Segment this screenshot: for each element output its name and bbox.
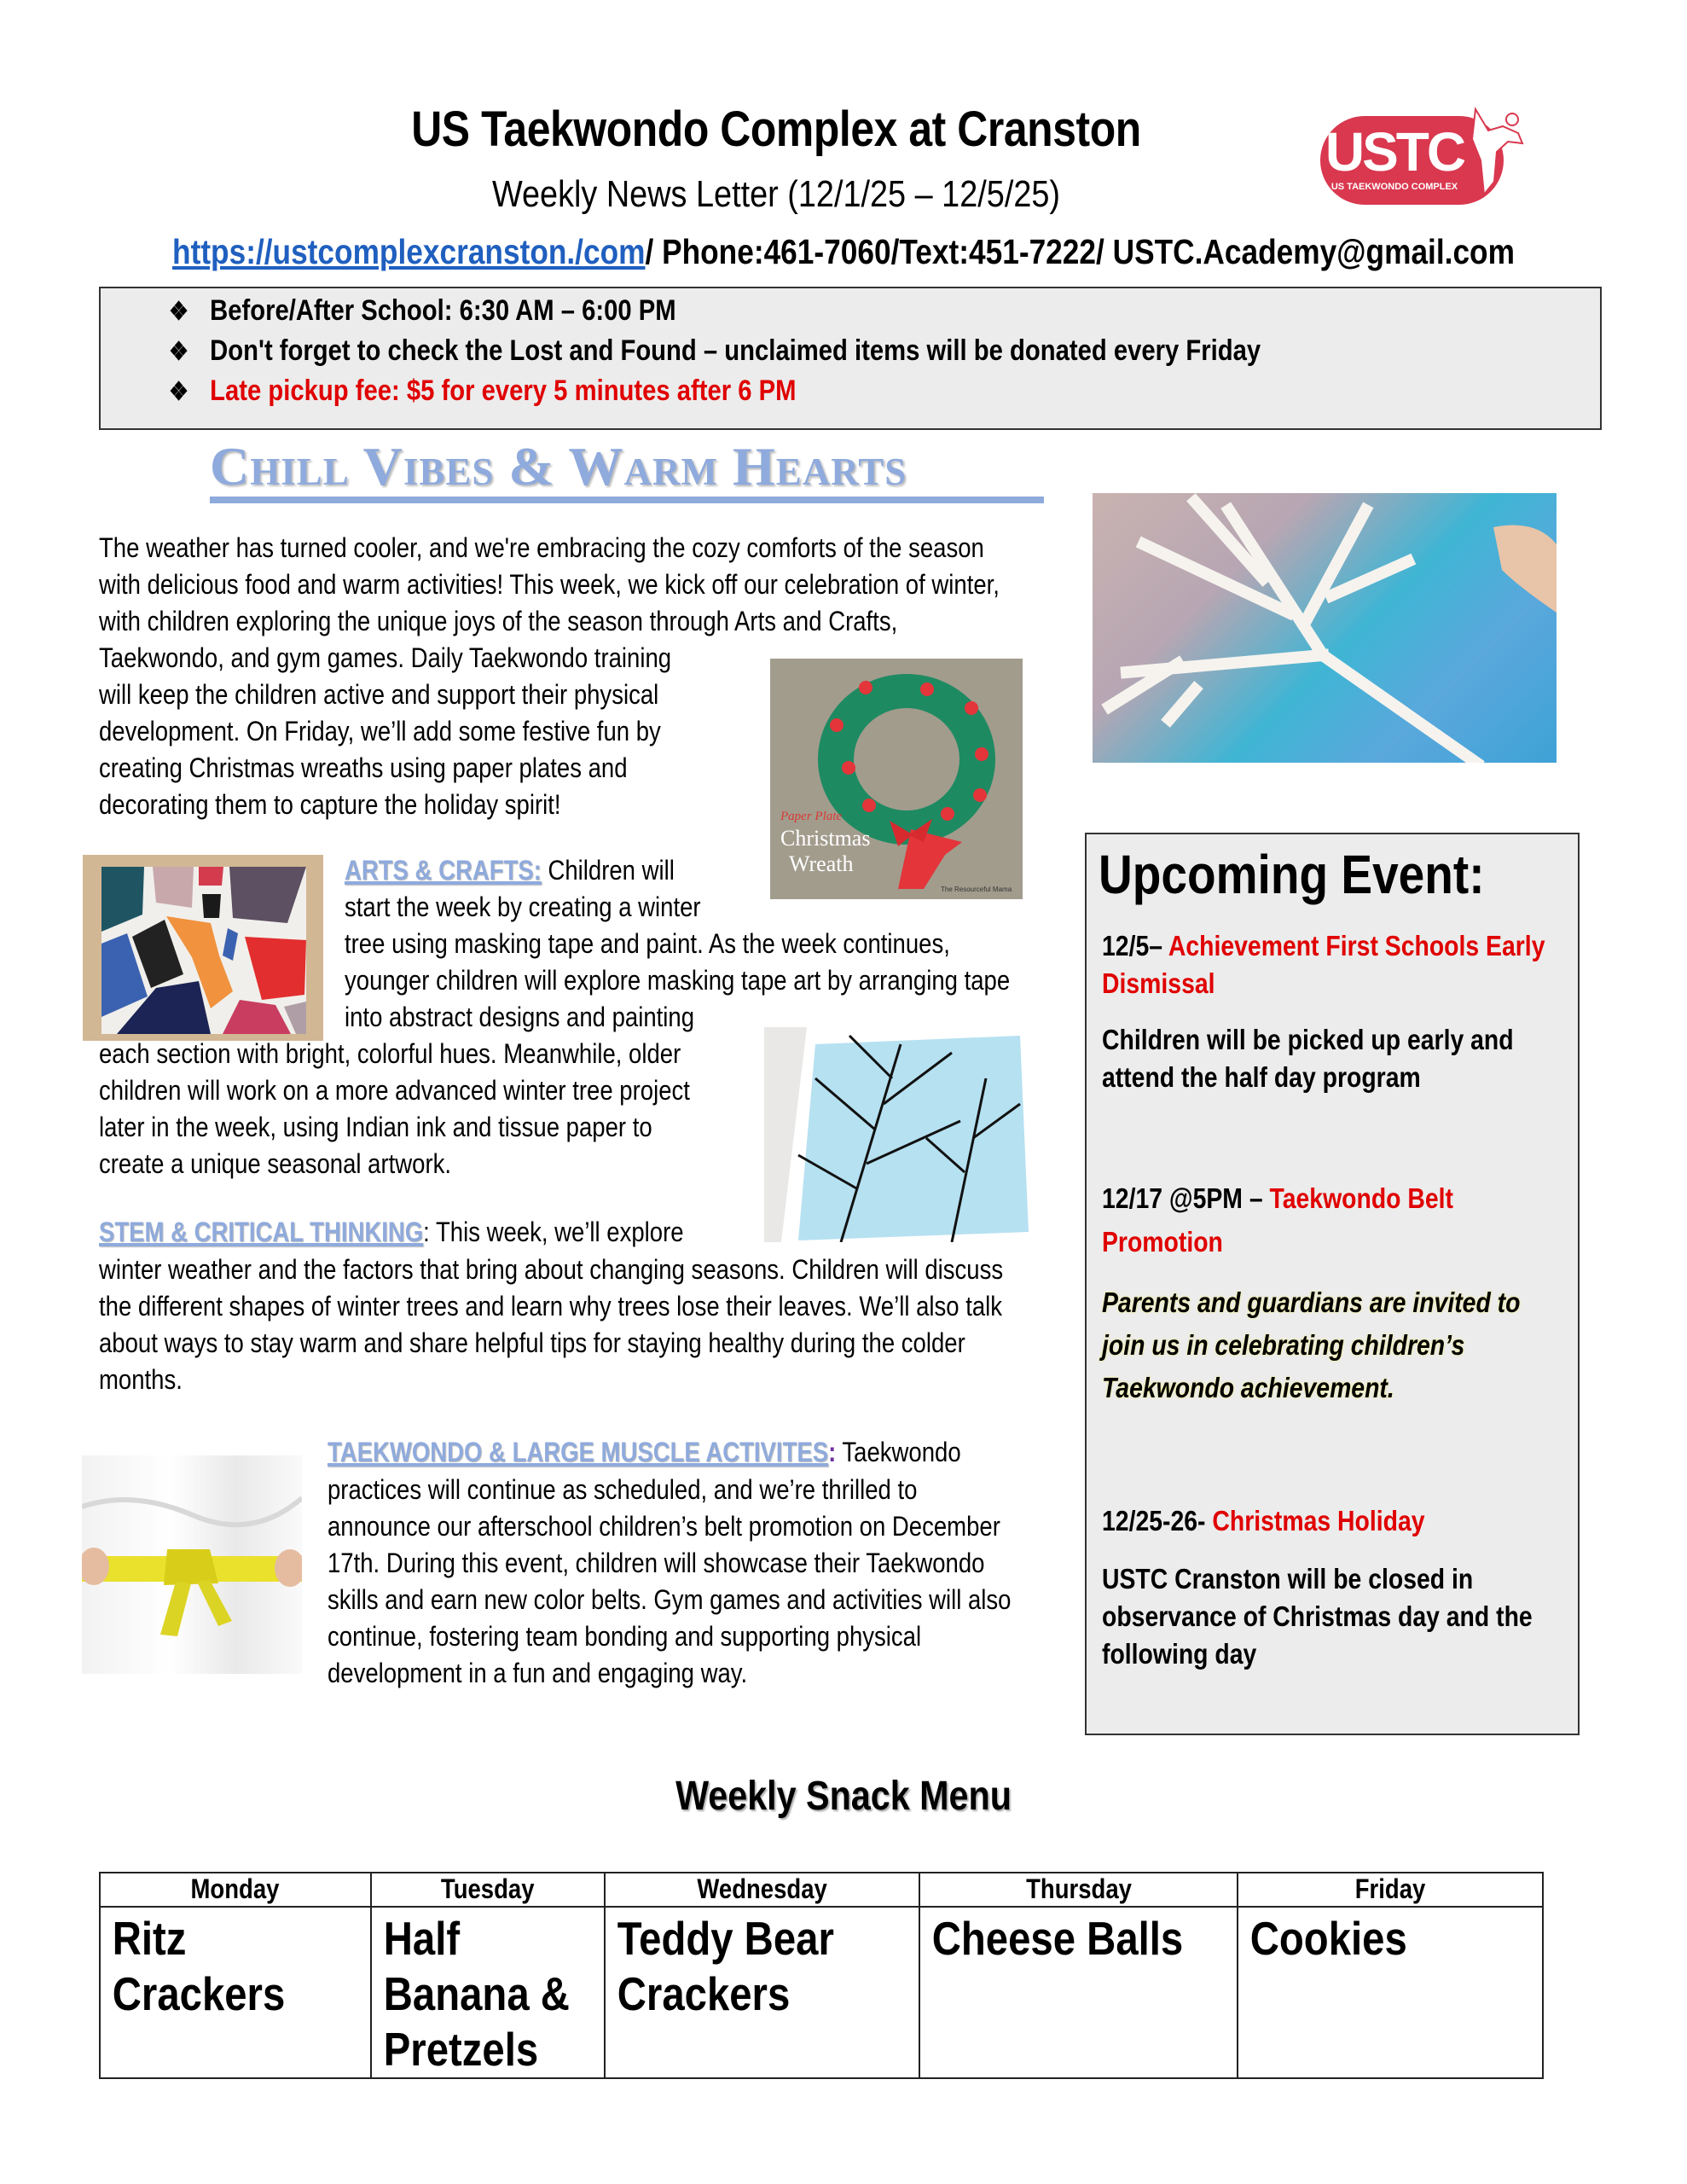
wreath-caption-line2: Wreath — [789, 851, 854, 876]
event-name-cont: Promotion — [1102, 1226, 1223, 1258]
diamond-bullet-icon: ❖ — [169, 338, 189, 366]
event-desc: join us in celebrating children’s — [1102, 1329, 1465, 1361]
event-desc: observance of Christmas day and the — [1102, 1600, 1533, 1632]
events-title: Upcoming Event: — [1099, 844, 1485, 905]
intro-line: creating Christmas wreaths using paper plates and — [99, 752, 628, 783]
section-headline: Chill Vibes & Warm Hearts — [210, 436, 907, 497]
stem-line: about ways to stay warm and share helpful tips for staying healthy during the colder — [99, 1327, 965, 1358]
intro-line: decorating them to capture the holiday spirit! — [99, 789, 561, 820]
event-name: Christmas Holiday — [1212, 1505, 1425, 1536]
logo-text: USTC — [1325, 121, 1464, 183]
intro-line: with children exploring the unique joys of the season through Arts and Crafts, — [99, 606, 898, 636]
event-desc: Parents and guardians are invited to — [1102, 1287, 1521, 1318]
event-desc: Children will be picked up early and — [1102, 1024, 1514, 1055]
taekwondo-line: TAEKWONDO & LARGE MUSCLE ACTIVITES: Taekwondo — [328, 1437, 961, 1467]
arts-line: start the week by creating a winter — [345, 892, 701, 922]
day-header: Tuesday — [371, 1873, 605, 1907]
ustc-logo — [1313, 101, 1535, 212]
snack-cell: Teddy Bear Crackers — [605, 1907, 920, 2078]
yellow-belt-photo — [82, 1455, 302, 1674]
event-desc: attend the half day program — [1102, 1061, 1421, 1093]
arts-line: each section with bright, colorful hues. Meanwhile, older — [99, 1038, 681, 1069]
event-date: 12/25-26- — [1102, 1505, 1213, 1536]
wreath-caption-script: Paper Plate — [780, 810, 843, 823]
arts-line: create a unique seasonal artwork. — [99, 1148, 452, 1179]
info-item: ❖ Before/After School: 6:30 AM – 6:00 PM — [169, 293, 676, 329]
taekwondo-line: continue, fostering team bonding and supporting physical — [328, 1621, 922, 1652]
day-header: Monday — [100, 1873, 371, 1907]
arts-crafts-heading: ARTS & CRAFTS: — [345, 855, 542, 886]
stem-heading: STEM & CRITICAL THINKING — [99, 1217, 424, 1247]
taekwondo-line: 17th. During this event, children will showcase their Taekwondo — [328, 1548, 985, 1578]
wreath-photo — [770, 659, 1023, 899]
arts-line: children will work on a more advanced winter tree project — [99, 1075, 690, 1106]
snack-cell: Ritz Crackers — [100, 1907, 371, 2078]
event-desc: USTC Cranston will be closed in — [1102, 1563, 1474, 1594]
day-header: Wednesday — [605, 1873, 920, 1907]
snack-cell: Half Banana & Pretzels — [371, 1907, 605, 2078]
info-item: ❖ Late pickup fee: $5 for every 5 minutes after 6 PM — [169, 374, 797, 410]
snack-cell: Cookies — [1238, 1907, 1543, 2078]
event-name: Taekwondo Belt — [1269, 1182, 1453, 1214]
event-date: 12/17 @5PM – — [1102, 1182, 1270, 1214]
arts-line: into abstract designs and painting — [345, 1002, 695, 1032]
headline-underline — [210, 497, 1044, 503]
stem-line: months. — [99, 1364, 183, 1395]
table-header-row — [100, 1873, 1543, 1907]
taekwondo-line: development in a fun and engaging way. — [328, 1658, 748, 1688]
stem-line: winter weather and the factors that bring about changing seasons. Children will discuss — [99, 1254, 1004, 1285]
intro-line: development. On Friday, we’ll add some festive fun by — [99, 716, 661, 746]
newsletter-subtitle: Weekly News Letter (12/1/25 – 12/5/25) — [491, 173, 1061, 215]
taekwondo-heading: TAEKWONDO & LARGE MUSCLE ACTIVITES — [328, 1437, 829, 1467]
event-name: Achievement First Schools Early — [1168, 930, 1545, 961]
intro-line: will keep the children active and support their physical — [99, 679, 659, 710]
diamond-bullet-icon: ❖ — [169, 298, 189, 326]
snack-cell: Cheese Balls — [919, 1907, 1238, 2078]
day-header: Thursday — [919, 1873, 1238, 1907]
stem-line: the different shapes of winter trees and learn why trees lose their leaves. We’ll also talk — [99, 1291, 1003, 1321]
diamond-bullet-icon: ❖ — [169, 378, 189, 406]
taekwondo-line: practices will continue as scheduled, and we’re thrilled to — [328, 1474, 918, 1505]
winter-tree-tape-photo — [1093, 493, 1557, 763]
intro-line: Taekwondo, and gym games. Daily Taekwondo training — [99, 642, 672, 673]
upcoming-events-box — [1085, 833, 1580, 1735]
arts-line: later in the week, using Indian ink and tissue paper to — [99, 1112, 652, 1142]
newsletter-title: US Taekwondo Complex at Cranston — [411, 102, 1141, 157]
table-row — [100, 1907, 1543, 2078]
contact-details: / Phone:461-7060/Text:451-7222/ USTC.Academy@gmail.com — [645, 232, 1515, 271]
event-heading — [1102, 1181, 1453, 1217]
wreath-credit: The Resourceful Mama — [941, 886, 1012, 893]
masking-tape-art-photo — [83, 855, 323, 1041]
info-box — [99, 287, 1602, 430]
event-date: 12/5– — [1102, 930, 1168, 961]
intro-line: The weather has turned cooler, and we're embracing the cozy comforts of the season — [99, 532, 984, 563]
event-heading — [1102, 1503, 1425, 1539]
event-desc: following day — [1102, 1638, 1257, 1670]
event-name-cont: Dismissal — [1102, 967, 1215, 999]
info-item: ❖ Don't forget to check the Lost and Found – unclaimed items will be donated every Friday — [169, 334, 1261, 369]
website-link[interactable]: https://ustcomplexcranston./com — [172, 232, 646, 271]
wreath-caption-line1: Christmas — [780, 826, 871, 851]
ink-tree-photo — [764, 1027, 1033, 1242]
arts-line: tree using masking tape and paint. As the week continues, — [345, 928, 950, 959]
snack-menu-title: Weekly Snack Menu — [675, 1774, 1012, 1819]
snack-menu-table — [99, 1872, 1544, 2079]
contact-line — [118, 232, 1568, 272]
logo-subtext: US TAEKWONDO COMPLEX — [1330, 182, 1458, 192]
event-desc: Taekwondo achievement. — [1102, 1372, 1394, 1403]
day-header: Friday — [1238, 1873, 1543, 1907]
taekwondo-line: skills and earn new color belts. Gym games and activities will also — [328, 1584, 1012, 1615]
event-heading — [1102, 928, 1545, 964]
arts-line: ARTS & CRAFTS: Children will — [345, 855, 675, 886]
arts-line: younger children will explore masking tape art by arranging tape — [345, 965, 1011, 996]
stem-line: STEM & CRITICAL THINKING: This week, we’ll explore — [99, 1217, 684, 1247]
intro-line: with delicious food and warm activities! This week, we kick off our celebration of winter, — [99, 569, 1000, 600]
taekwondo-line: announce our afterschool children’s belt promotion on December — [328, 1511, 1000, 1542]
